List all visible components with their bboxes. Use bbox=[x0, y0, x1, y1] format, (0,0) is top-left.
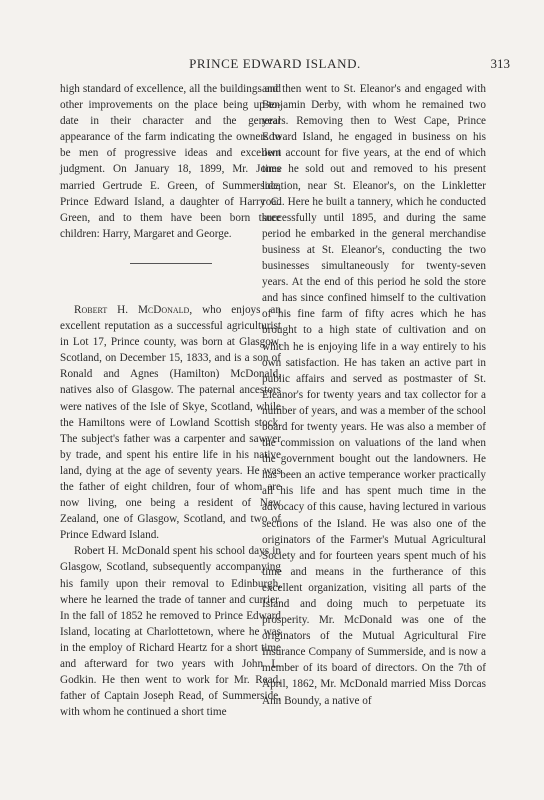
biography-subject-name: Robert H. McDonald, bbox=[74, 303, 193, 316]
biography-intro-paragraph bbox=[60, 302, 281, 543]
biography-paragraph-2: Robert H. McDonald spent his school days in Glasgow, Scotland, subsequently accompanying his family upon their removal to Edinburgh, where he learned the trade of tanner and currier. In the fall of 1852 he removed to Prince Edward Island, locating at Charlottetown, where he was in the employ of Richard Heartz for a short time and afterward for two years with John L. Godkin. He then went to work for Mr. Read, father of Captain Joseph Read, of Summerside, with whom he continued a short time bbox=[60, 545, 281, 719]
right-column bbox=[262, 81, 486, 709]
right-column-paragraph: and then went to St. Eleanor's and engaged with Benjamin Derby, with whom he remained two years. Removing then to West Cape, Prince Edward Island, he engaged in business on his own account for five years, at the end of which time he sold out and removed to his present location, near St. Eleanor's, on the Linkletter road. Here he built a tannery, which he conducted successfully until 1895, and during the same period he embarked in the general merchandise business at St. Eleanor's, conducting the two businesses simultaneously for twenty-seven years. At the end of this period he sold the store and has since confined himself to the cultivation of his fine farm of fifty acres which he has brought to a high state of cultivation and on which he is enjoying life in a way entirely to his own satisfaction. He has taken an active part in public affairs and served as postmaster of St. Eleanor's for twenty years and tax collector for a number of years, and was a member of the school board for twenty years. He was also a member of the commission on valuations of the land when the government bought out the landowners. He has been an active temperance worker practically all his life and has spent much time in the advocacy of this cause, having lectured in various sections of the Island. He was also one of the originators of the Farmer's Mutual Agricultural Society and for fourteen years spent much of his time and means in the furtherance of this excellent organization, visiting all parts of the Island and doing much to perpetuate its prosperity. Mr. McDonald was one of the originators of the Mutual Agricultural Fire Insurance Company of Summerside, and is now a member of its board of directors. On the 7th of April, 1862, Mr. McDonald married Miss Dorcas Ann Boundy, a native of bbox=[262, 83, 486, 707]
running-head bbox=[40, 56, 510, 76]
biography-intro-text: who enjoys an excellent reputation as a successful agriculturist in Lot 17, Prince county, was born at Glasgow, Scotland, on December 15, 1833, and is a son of Ronald and Agnes (Hamilton) McDonald, natives also of Glasgow. The paternal ancestors were natives of the Isle of Skye, Scotland, while the Hamiltons were of Lowland Scottish stock. The subject's father was a carpenter and sawyer by trade, and spent his entire life in his native land, dying at the age of seventy years. He was the father of eight children, four of whom are now living, one being a resident of New Zealand, one of Glasgow, Scotland, and two of Prince Edward Island. bbox=[60, 303, 281, 542]
carryover-paragraph: high standard of excellence, all the buildings and other improvements on the place being up-to-date in their character and the general appearance of the farm indicating the owners to be men of progressive ideas and excellent judgment. On January 18, 1899, Mr. Jones married Gertrude E. Green, of Summerside, Prince Edward Island, a daughter of Harry C. Green, and to them have been born three children: Harry, Margaret and George. bbox=[60, 83, 281, 240]
left-column bbox=[60, 81, 281, 720]
running-title: PRINCE EDWARD ISLAND. bbox=[189, 56, 361, 71]
page-number: 313 bbox=[490, 56, 510, 71]
section-divider bbox=[130, 263, 212, 264]
